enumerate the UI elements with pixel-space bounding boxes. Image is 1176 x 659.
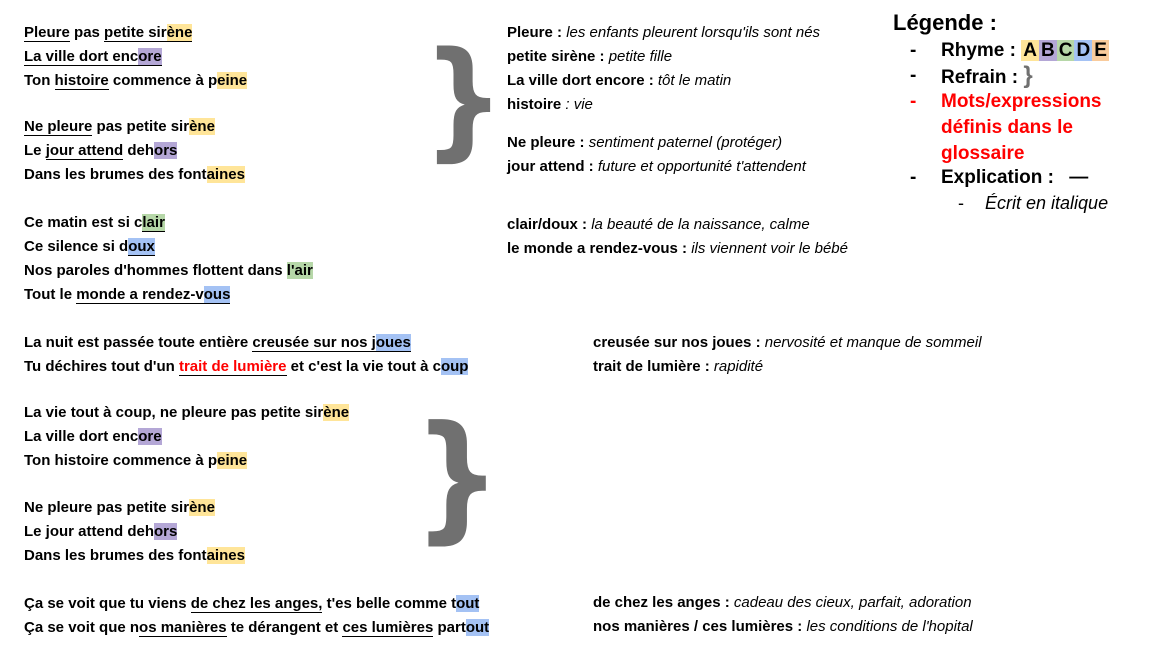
poem-segment: Dans les brumes des font: [24, 166, 207, 183]
poem-line: [24, 284, 230, 306]
explanation-item: [593, 592, 972, 614]
poem-line: [24, 356, 468, 378]
poem-line: [24, 260, 313, 282]
explanation-definition: petite fille: [608, 48, 673, 65]
poem-segment: jour attend: [45, 142, 124, 159]
poem-line: [24, 116, 215, 138]
poem-segment: La ville dort enc: [24, 48, 139, 65]
poem-segment: et c'est la vie tout à c: [286, 358, 441, 375]
legend-rhyme: [941, 38, 1109, 64]
explanation-item: [593, 356, 763, 378]
explanation-item: [507, 22, 820, 44]
poem-segment: ène: [166, 24, 193, 41]
poem-segment: deh: [123, 142, 155, 159]
explanation-term: trait de lumière :: [593, 358, 710, 375]
explanation-term: de chez les anges :: [593, 594, 730, 611]
legend-italic-note: [958, 190, 1108, 216]
refrain-brace-1: }: [422, 25, 505, 174]
poem-segment: histoire: [54, 72, 109, 89]
poem-segment: Ce silence si d: [24, 238, 129, 255]
explanation-definition: tôt le matin: [657, 72, 732, 89]
legend-explication: [941, 165, 1088, 191]
poem-segment: La ville dort enc: [24, 428, 139, 445]
poem-line: [24, 426, 162, 448]
poem-segment: t'es belle comme t: [322, 595, 457, 612]
poem-segment: Tu déchires tout d'un: [24, 358, 179, 375]
explanation-definition: les enfants pleurent lorsqu'ils sont nés: [566, 24, 821, 41]
legend-rhyme-e: E: [1094, 40, 1107, 61]
poem-segment: monde a rendez-v: [76, 286, 204, 303]
poem-segment: creusée sur nos j: [252, 334, 376, 351]
legend-refrain-label: Refrain :: [941, 67, 1019, 88]
legend-title: Légende :: [893, 10, 997, 35]
poem-segment: Ce matin est si c: [24, 214, 143, 231]
poem-segment: aines: [206, 166, 245, 183]
poem-segment: oues: [375, 334, 411, 351]
poem-line: [24, 70, 247, 92]
explanation-term: creusée sur nos joues :: [593, 334, 761, 351]
explanation-definition: les conditions de l'hopital: [806, 618, 973, 635]
poem-line: [24, 497, 215, 519]
poem-line: [24, 236, 155, 258]
poem-segment: La vie tout à coup, ne pleure pas petite sir: [24, 404, 324, 421]
poem-segment: Ton histoire commence à p: [24, 452, 218, 469]
poem-segment: ore: [138, 48, 162, 65]
poem-segment: os manières: [139, 619, 227, 636]
explanation-item: [593, 332, 982, 354]
explanation-definition: future et opportunité t'attendent: [597, 158, 806, 175]
poem-segment: aines: [206, 547, 245, 564]
poem-segment: Pleure: [24, 24, 70, 41]
poem-segment: ors: [154, 142, 178, 159]
legend-defined-2: définis dans le: [941, 117, 1073, 138]
poem-line: [24, 521, 177, 543]
poem-line: [24, 593, 479, 615]
explanation-term: clair/doux :: [507, 216, 588, 233]
poem-line: [24, 402, 349, 424]
poem-segment: Ton: [24, 72, 55, 89]
poem-segment: lair: [142, 214, 165, 231]
poem-segment: de chez les anges,: [190, 595, 323, 612]
legend-italic-text: Écrit en italique: [985, 193, 1109, 213]
poem-segment: Ne pleure: [24, 118, 93, 135]
explanation-term: histoire: [507, 96, 562, 113]
poem-segment: Le: [24, 142, 46, 159]
poem-line: [24, 617, 489, 639]
poem-segment: Tout le: [24, 286, 77, 303]
explanation-item: [507, 132, 782, 154]
explanation-item: [507, 94, 593, 116]
legend-bullet: -: [910, 40, 917, 61]
explanation-item: [507, 46, 672, 68]
poem-segment: pas: [69, 24, 105, 41]
explanation-definition: ils viennent voir le bébé: [691, 240, 848, 257]
poem-segment: Dans les brumes des font: [24, 547, 207, 564]
legend-defined-3: glossaire: [941, 143, 1025, 164]
legend-explication-line-icon: —: [1069, 167, 1089, 188]
poem-segment: ous: [203, 286, 231, 303]
poem-segment: ces lumières: [342, 619, 434, 636]
poem-segment: ène: [323, 404, 350, 421]
poem-line: [24, 46, 162, 68]
poem-segment: ors: [154, 523, 178, 540]
explanation-definition: : vie: [565, 96, 593, 113]
explanation-definition: rapidité: [713, 358, 764, 375]
legend-rhyme-a: A: [1023, 40, 1037, 61]
poem-segment: ène: [189, 499, 215, 516]
poem-line: [24, 164, 245, 186]
legend-rhyme-b: B: [1040, 40, 1055, 61]
explanation-item: [593, 616, 973, 638]
poem-segment: eine: [217, 452, 248, 469]
explanation-item: [507, 156, 806, 178]
legend-defined-1: Mots/expressions: [941, 91, 1102, 112]
poem-segment: ore: [138, 428, 162, 445]
explanation-definition: la beauté de la naissance, calme: [591, 216, 810, 233]
explanation-term: le monde a rendez-vous :: [507, 240, 688, 257]
legend-refrain: [941, 63, 1033, 91]
legend-rhyme-d: D: [1076, 40, 1091, 61]
poem-line: [24, 22, 192, 44]
explanation-item: [507, 70, 731, 92]
explanation-definition: cadeau des cieux, parfait, adoration: [733, 594, 972, 611]
explanation-term: petite sirène :: [507, 48, 605, 65]
explanation-item: [507, 214, 810, 236]
poem-line: [24, 140, 177, 162]
poem-segment: oux: [128, 238, 155, 255]
poem-segment: part: [433, 619, 466, 636]
explanation-definition: nervosité et manque de sommeil: [764, 334, 982, 351]
legend-rhyme-label: Rhyme :: [941, 40, 1016, 61]
poem-segment: ène: [189, 118, 215, 135]
poem-line: [24, 450, 247, 472]
poem-segment: pas petite sir: [92, 118, 190, 135]
poem-segment: Ça se voit que tu viens: [24, 595, 191, 612]
explanation-term: Ne pleure :: [507, 134, 585, 151]
legend-bullet: -: [910, 167, 917, 188]
poem-segment: Ça se voit que n: [24, 619, 140, 636]
legend-bullet: -: [910, 91, 917, 112]
legend-refrain-brace-icon: }: [1023, 62, 1033, 89]
poem-segment: oup: [440, 358, 469, 375]
poem-segment: out: [465, 619, 490, 636]
legend-explication-label: Explication :: [941, 167, 1054, 188]
poem-segment: l'air: [286, 262, 313, 279]
poem-segment: Nos paroles d'hommes flottent dans: [24, 262, 287, 279]
legend-rhyme-c: C: [1058, 40, 1073, 61]
explanation-term: Pleure :: [507, 24, 563, 41]
poem-line: [24, 332, 411, 354]
poem-segment: commence à p: [108, 72, 218, 89]
poem-segment: Le jour attend deh: [24, 523, 155, 540]
legend-bullet: -: [910, 65, 917, 86]
refrain-brace-2: }: [412, 396, 502, 557]
explanation-term: La ville dort encore :: [507, 72, 654, 89]
poem-segment: petite sir: [104, 24, 167, 41]
poem-segment: Ne pleure pas petite sir: [24, 499, 190, 516]
poem-line: [24, 545, 245, 567]
poem-segment: te dérangent et: [226, 619, 343, 636]
poem-line: [24, 212, 165, 234]
legend-bullet: -: [958, 193, 964, 213]
explanation-term: nos manières / ces lumières :: [593, 618, 803, 635]
explanation-definition: sentiment paternel (protéger): [588, 134, 783, 151]
explanation-item: [507, 238, 848, 260]
poem-segment: La nuit est passée toute entière: [24, 334, 253, 351]
poem-segment: eine: [217, 72, 248, 89]
poem-segment: trait de lumière: [178, 358, 287, 375]
poem-segment: out: [456, 595, 480, 612]
explanation-term: jour attend :: [507, 158, 594, 175]
